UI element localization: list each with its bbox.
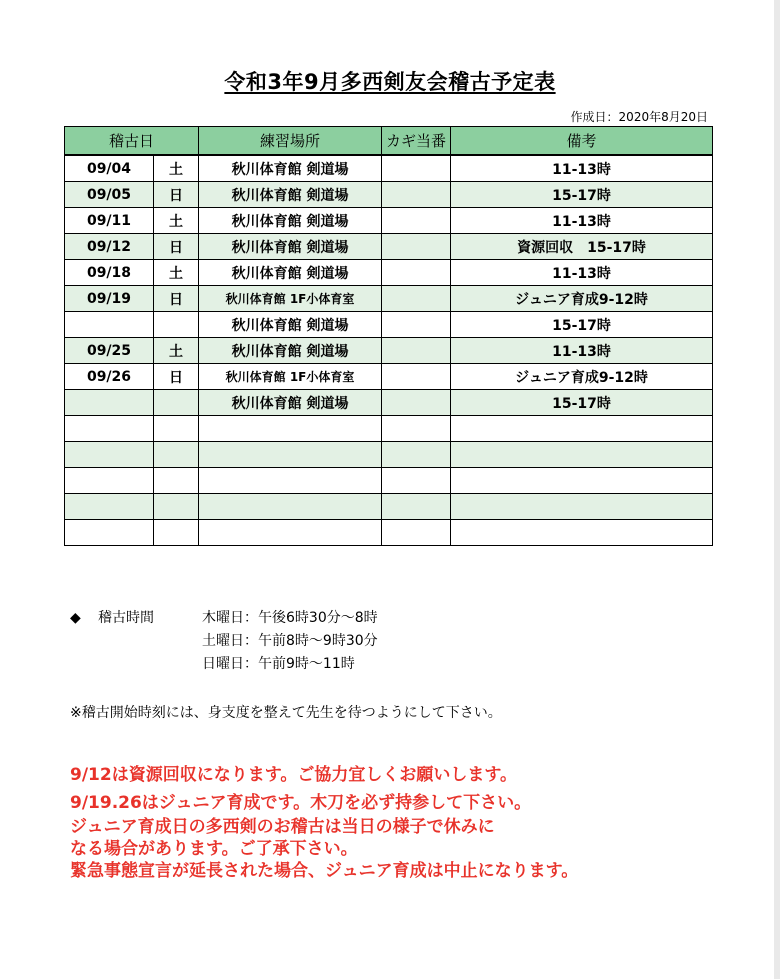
cell-note	[451, 468, 713, 494]
cell-key	[382, 312, 451, 338]
cell-day	[154, 416, 199, 442]
cell-place	[199, 520, 382, 546]
table-row	[65, 494, 713, 520]
cell-key	[382, 286, 451, 312]
cell-key	[382, 442, 451, 468]
cell-key	[382, 234, 451, 260]
table-row	[65, 155, 713, 182]
hours-line: 木曜日：午後6時30分～8時	[202, 610, 378, 626]
cell-place	[199, 416, 382, 442]
table-row	[65, 234, 713, 260]
cell-key	[382, 182, 451, 208]
cell-note: 資源回収 15-17時	[451, 234, 713, 260]
notice-line: なる場合があります。ご了承下さい。	[70, 839, 358, 859]
cell-date	[65, 442, 154, 468]
table-row	[65, 182, 713, 208]
cell-place: 秋川体育館 剣道場	[199, 338, 382, 364]
cell-date	[65, 494, 154, 520]
cell-place: 秋川体育館 剣道場	[199, 312, 382, 338]
cell-date: 09/26	[65, 364, 154, 390]
cell-day: 土	[154, 260, 199, 286]
page-edge	[774, 0, 780, 979]
header-key: カギ当番	[382, 127, 451, 156]
hours-line: 日曜日：午前9時～11時	[202, 656, 355, 672]
hours-label: 稽古時間	[98, 610, 154, 626]
cell-date: 09/05	[65, 182, 154, 208]
cell-note: 15-17時	[451, 390, 713, 416]
table-row	[65, 338, 713, 364]
cell-place: 秋川体育館 1F小体育室	[199, 286, 382, 312]
cell-note	[451, 520, 713, 546]
schedule-table	[64, 126, 713, 546]
cell-day: 日	[154, 286, 199, 312]
cell-note: ジュニア育成9-12時	[451, 286, 713, 312]
created-date: 作成日：2020年8月20日	[570, 110, 708, 124]
preparation-note: ※稽古開始時刻には、身支度を整えて先生を待つようにして下さい。	[70, 705, 502, 721]
cell-place: 秋川体育館 1F小体育室	[199, 364, 382, 390]
cell-place: 秋川体育館 剣道場	[199, 234, 382, 260]
table-header-row	[65, 127, 713, 156]
cell-key	[382, 494, 451, 520]
cell-place: 秋川体育館 剣道場	[199, 260, 382, 286]
table-row	[65, 286, 713, 312]
cell-date	[65, 312, 154, 338]
notice-line: 緊急事態宣言が延長された場合、ジュニア育成は中止になります。	[70, 861, 579, 881]
table-row	[65, 520, 713, 546]
cell-note	[451, 416, 713, 442]
cell-note: 11-13時	[451, 208, 713, 234]
cell-key	[382, 208, 451, 234]
cell-date	[65, 390, 154, 416]
table-row	[65, 468, 713, 494]
cell-day: 土	[154, 338, 199, 364]
cell-date: 09/18	[65, 260, 154, 286]
diamond-bullet-icon: ◆	[70, 610, 81, 626]
cell-place	[199, 442, 382, 468]
cell-key	[382, 416, 451, 442]
cell-note: 15-17時	[451, 182, 713, 208]
cell-date: 09/04	[65, 155, 154, 182]
cell-day: 日	[154, 234, 199, 260]
table-row	[65, 442, 713, 468]
cell-date: 09/11	[65, 208, 154, 234]
table-row	[65, 312, 713, 338]
cell-key	[382, 260, 451, 286]
cell-day: 日	[154, 364, 199, 390]
cell-note	[451, 442, 713, 468]
hours-line: 土曜日：午前8時～9時30分	[202, 633, 378, 649]
cell-note: 11-13時	[451, 338, 713, 364]
cell-day	[154, 390, 199, 416]
cell-place: 秋川体育館 剣道場	[199, 182, 382, 208]
notice-line: 9/12は資源回収になります。ご協力宜しくお願いします。	[70, 765, 517, 785]
cell-note: ジュニア育成9-12時	[451, 364, 713, 390]
cell-key	[382, 155, 451, 182]
notice-line: ジュニア育成日の多西剣のお稽古は当日の様子で休みに	[70, 817, 495, 837]
cell-place	[199, 494, 382, 520]
cell-date	[65, 520, 154, 546]
cell-place	[199, 468, 382, 494]
cell-note: 15-17時	[451, 312, 713, 338]
cell-place: 秋川体育館 剣道場	[199, 208, 382, 234]
notice-line: 9/19.26はジュニア育成です。木刀を必ず持参して下さい。	[70, 793, 532, 813]
cell-day	[154, 520, 199, 546]
cell-day: 土	[154, 155, 199, 182]
cell-date: 09/12	[65, 234, 154, 260]
cell-note: 11-13時	[451, 260, 713, 286]
cell-place: 秋川体育館 剣道場	[199, 155, 382, 182]
cell-place: 秋川体育館 剣道場	[199, 390, 382, 416]
cell-date: 09/19	[65, 286, 154, 312]
cell-date: 09/25	[65, 338, 154, 364]
header-date: 稽古日	[65, 127, 199, 156]
cell-day	[154, 312, 199, 338]
cell-day	[154, 468, 199, 494]
header-place: 練習場所	[199, 127, 382, 156]
cell-note: 11-13時	[451, 155, 713, 182]
header-note: 備考	[451, 127, 713, 156]
cell-date	[65, 468, 154, 494]
cell-key	[382, 338, 451, 364]
cell-key	[382, 364, 451, 390]
cell-key	[382, 520, 451, 546]
cell-key	[382, 468, 451, 494]
table-row	[65, 390, 713, 416]
cell-day: 日	[154, 182, 199, 208]
table-row	[65, 260, 713, 286]
cell-day	[154, 494, 199, 520]
practice-hours	[70, 607, 378, 676]
page-title: 令和3年9月多西剣友会稽古予定表	[224, 70, 556, 94]
cell-day	[154, 442, 199, 468]
cell-key	[382, 390, 451, 416]
cell-date	[65, 416, 154, 442]
table-row	[65, 416, 713, 442]
table-row	[65, 208, 713, 234]
table-row	[65, 364, 713, 390]
cell-day: 土	[154, 208, 199, 234]
cell-note	[451, 494, 713, 520]
